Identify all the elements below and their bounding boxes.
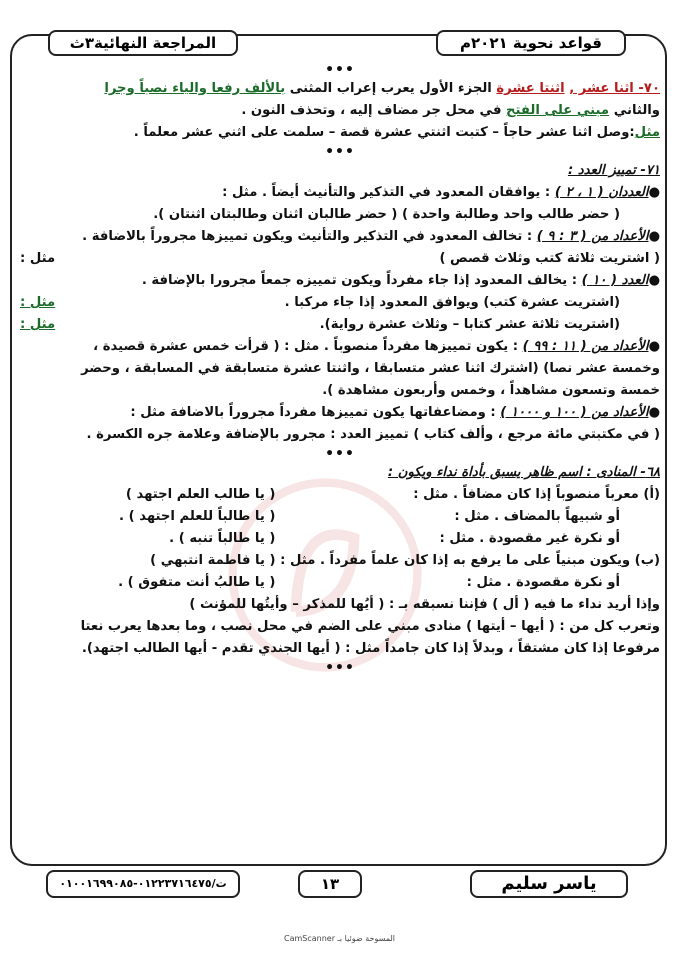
rule71-b-example bbox=[20, 248, 660, 270]
rule71-d-line2-text: وخمسة عشر نصا) (اشترك اثنا عشر متسابقا ، واثنتا عشرة متسابقة في المسابقة ، وحضر bbox=[81, 361, 660, 376]
rule68-a2 bbox=[20, 506, 660, 528]
rule71-e-text: : ومضاعفاتها يكون تمييزها مفرداً مجروراً بالاضافة مثل : bbox=[130, 405, 496, 420]
rule68-a3-text: أو نكرة غير مقصودة . مثل : bbox=[439, 531, 620, 546]
rule68-b2 bbox=[20, 572, 660, 594]
rule70-number: ٧٠- اثنا عشر , bbox=[569, 81, 660, 96]
rule68-a2-example: ( يا طالباً للعلم اجتهد ) . bbox=[118, 509, 276, 524]
footer-page-text: ١٣ bbox=[320, 875, 340, 893]
rule71-b-text: : تخالف المعدود في التذكير والتأنيث ويكون تمييزها مجروراً بالاضافة . bbox=[82, 229, 533, 244]
rule70-example bbox=[20, 122, 660, 144]
rule71-c: ●العدد ( ١٠ ) : يخالف المعدود إذا جاء مفرداً ويكون تمييزه جمعاً مجرورا بالإضافة . bbox=[141, 273, 660, 288]
rule68-a3-example: ( يا طالباً تنبه ) . bbox=[169, 531, 276, 546]
rule71-c-label1: مثل : bbox=[20, 295, 56, 310]
header-left-title bbox=[48, 30, 238, 56]
rule68-b1-text: (ب) ويكون مبنياً على ما يرفع به إذا كان علماً مفرداً . مثل : ( يا فاطمة انتبهي ) bbox=[150, 553, 660, 568]
rule70-highlight: بالألف رفعا والياء نصباً وجرا bbox=[104, 81, 286, 96]
header-right-title-text: قواعد نحوية ٢٠٢١م bbox=[460, 34, 602, 52]
rule68-c1-text: وإذا أريد نداء ما فيه ( أل ) فإننا نسبقه بـ : ( أيُها للمذكر – وأيتُها للمؤنث ) bbox=[189, 597, 660, 612]
footer-author-text: ياسر سليم bbox=[501, 873, 597, 894]
rule68-c2-text: وتعرب كل من : ( أيها – أيتها ) منادى مبني على الضم في محل نصب ، وما بعدها يعرب نعتا bbox=[80, 619, 660, 634]
rule71-a: ●العددان ( ١ ، ٢ ) : يوافقان المعدود في التذكير والتأنيث أيضاً . مثل : bbox=[222, 185, 660, 200]
divider-stars: ••• bbox=[325, 144, 355, 160]
rule71-b: ●الأعداد من ( ٣ : ٩ ) : تخالف المعدود في التذكير والتأنيث ويكون تمييزها مجروراً بالاضافة . bbox=[82, 229, 660, 244]
divider-stars: ••• bbox=[325, 660, 355, 676]
rule71-d-line2 bbox=[20, 358, 660, 380]
rule68-a1 bbox=[20, 484, 660, 506]
rule71-b-example-text: ( اشتريت ثلاثة كتب وثلاث قصص ) bbox=[439, 251, 660, 266]
scanner-credit: CamScanner المسوحة ضوئيا بـ bbox=[283, 934, 395, 943]
rule70-line2 bbox=[20, 100, 660, 122]
rule71-e-example-text: ( في مكتبتي مائة مرجع ، وألف كتاب ) تمييز العدد : مجرور بالإضافة وعلامة جره الكسرة . bbox=[86, 427, 660, 442]
content bbox=[20, 62, 660, 676]
rule71-e-example bbox=[20, 424, 660, 446]
rule71-c-text: : يخالف المعدود إذا جاء مفرداً ويكون تمييزه جمعاً مجرورا بالإضافة . bbox=[141, 273, 578, 288]
footer-phone-text: ت/٠١٢٢٣٧١٦٤٧٥-٠١٠٠١٦٩٩٠٨٥ bbox=[59, 877, 227, 890]
rule68-b2-example: ( يا طالبُ أنت متفوق ) . bbox=[118, 575, 276, 590]
footer-author bbox=[470, 870, 628, 898]
rule70-l2-a: والثاني bbox=[613, 103, 660, 118]
rule71-c-example2-text: (اشتريت ثلاثة عشر كتابا – وثلاث عشرة رواية). bbox=[319, 317, 620, 332]
divider-stars: ••• bbox=[325, 446, 355, 462]
divider-stars: ••• bbox=[325, 62, 355, 78]
rule71-d-head: الأعداد من ( ١١ : ٩٩ ) bbox=[522, 339, 649, 354]
rule70-l2-b: مبني على الفتح bbox=[506, 103, 610, 118]
rule71-e-head: الأعداد من ( ١٠٠ و ١٠٠٠ ) bbox=[500, 405, 649, 420]
rule68-c1 bbox=[20, 594, 660, 616]
rule70-example-text: :وصل اثنا عشر حاجاً – كتبت اثنتي عشرة قصة – سلمت على اثني عشر معلماً . bbox=[133, 125, 635, 140]
rule71-title bbox=[20, 160, 660, 182]
rule68-b1 bbox=[20, 550, 660, 572]
rule71-c-head: العدد ( ١٠ ) bbox=[581, 273, 649, 288]
rule71-b-label: مثل : bbox=[20, 251, 56, 266]
rule68-title-text: ٦٨- المنادى : اسم ظاهر يسبق بأداة نداء ويكون : bbox=[387, 465, 660, 480]
rule68-c3 bbox=[20, 638, 660, 660]
header-left-title-text: المراجعة النهائية٣ث bbox=[69, 34, 217, 52]
rule71-a-head: العددان ( ١ ، ٢ ) bbox=[554, 185, 649, 200]
rule68-a1-text: (أ) معرباً منصوباً إذا كان مضافاً . مثل : bbox=[413, 487, 660, 502]
rule71-c-example1-text: (اشتريت عشرة كتب) ويوافق المعدود إذا جاء مركبا . bbox=[284, 295, 620, 310]
rule71-title-text: ٧١- تمييز العدد : bbox=[567, 163, 660, 178]
footer-page-number bbox=[298, 870, 362, 898]
footer-phone bbox=[46, 870, 240, 898]
rule71-c-example1 bbox=[20, 292, 660, 314]
rule71-a-text: : يوافقان المعدود في التذكير والتأنيث أيضاً . مثل : bbox=[222, 185, 551, 200]
rule70-text: الجزء الأول يعرب إعراب المثنى bbox=[289, 81, 492, 96]
rule70-example-label: مثل bbox=[634, 125, 660, 140]
rule70-line1 bbox=[20, 78, 660, 100]
rule71-b-head: الأعداد من ( ٣ : ٩ ) bbox=[536, 229, 649, 244]
rule71-d-line3-text: خمسة وتسعون مشاهداً ، وخمس وأربعون مشاهدة ). bbox=[322, 383, 660, 398]
rule68-a2-text: أو شبيهاً بالمضاف . مثل : bbox=[454, 509, 620, 524]
rule71-c-label2: مثل : bbox=[20, 317, 56, 332]
rule68-c2 bbox=[20, 616, 660, 638]
rule71-e: ●الأعداد من ( ١٠٠ و ١٠٠٠ ) : ومضاعفاتها يكون تمييزها مفرداً مجروراً بالاضافة مثل : bbox=[130, 405, 660, 420]
rule68-c3-text: مرفوعا إذا كان مشتقاً ، وبدلاً إذا كان جامداً مثل : ( أيها الجندي تقدم - أيها الطالب اجتهد). bbox=[81, 641, 660, 656]
rule68-title bbox=[20, 462, 660, 484]
rule70-term: اثنتا عشرة bbox=[496, 81, 565, 96]
header-right-title bbox=[436, 30, 626, 56]
rule71-a-example-text: ( حضر طالب واحد وطالبة واحدة ) ( حضر طالبان اثنان وطالبتان اثنتان ). bbox=[153, 207, 620, 222]
rule70-l2-c: في محل جر مضاف إليه ، وتحذف النون . bbox=[241, 103, 502, 118]
rule71-d-text: : يكون تمييزها مفرداً منصوباً . مثل : ( قرأت خمس عشرة قصيدة ، bbox=[93, 339, 519, 354]
rule71-c-example2 bbox=[20, 314, 660, 336]
rule68-a1-example: ( يا طالب العلم اجتهد ) bbox=[125, 487, 276, 502]
rule71-d: ●الأعداد من ( ١١ : ٩٩ ) : يكون تمييزها مفرداً منصوباً . مثل : ( قرأت خمس عشرة قصيدة ، bbox=[93, 339, 660, 354]
rule68-b2-text: أو نكرة مقصودة . مثل : bbox=[466, 575, 620, 590]
rule71-d-line3 bbox=[20, 380, 660, 402]
rule68-a3 bbox=[20, 528, 660, 550]
rule71-a-example bbox=[20, 204, 660, 226]
